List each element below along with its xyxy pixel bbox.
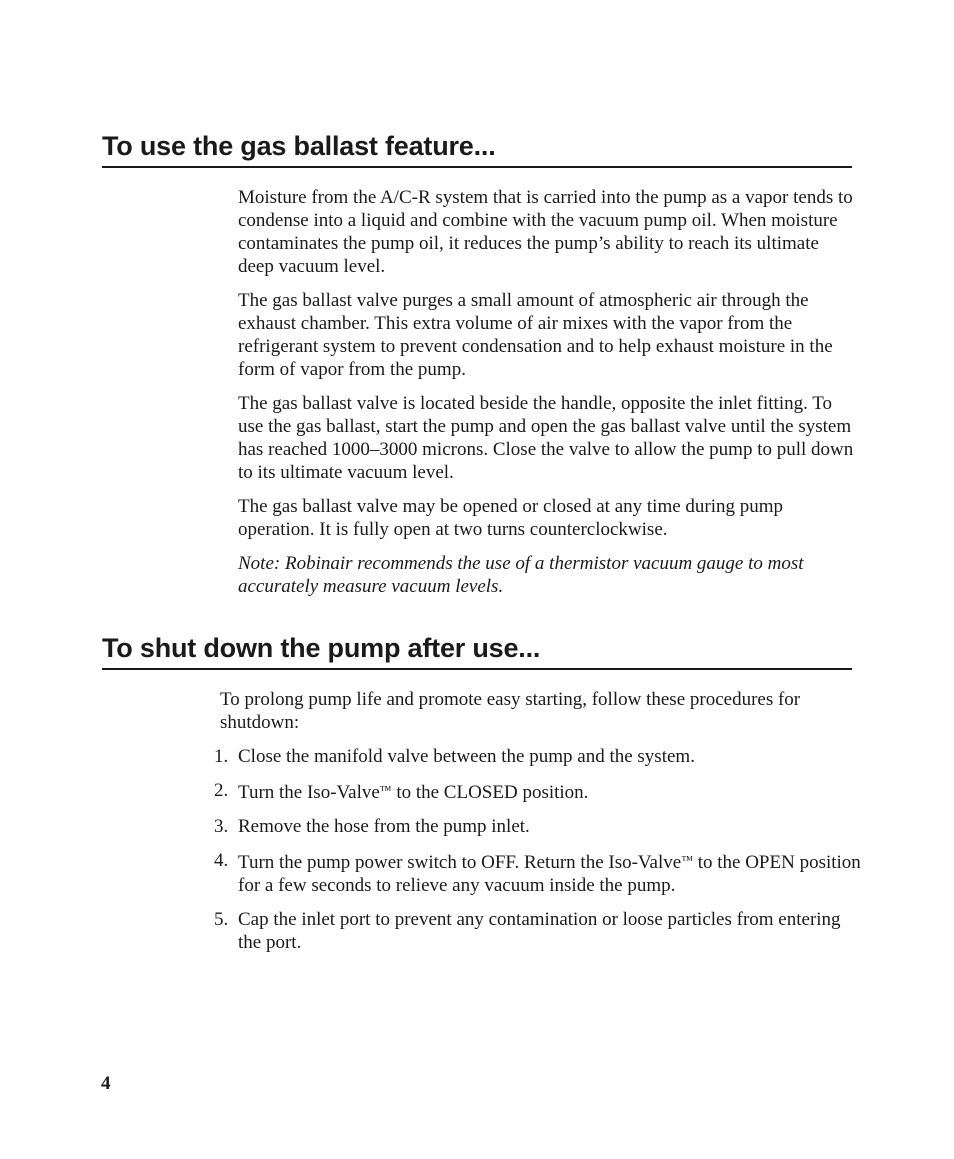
list-item <box>214 779 864 804</box>
step-text: Cap the inlet port to prevent any contamination or loose particles from entering the port. <box>238 909 841 953</box>
section-heading-gas-ballast: To use the gas ballast feature... <box>102 131 496 161</box>
note: Note: Robinair recommends the use of a thermistor vacuum gauge to most accurately measure vacuum levels. <box>238 553 804 597</box>
step-number: 2. <box>214 780 229 801</box>
section-heading-shut-down: To shut down the pump after use... <box>102 633 541 663</box>
list-item <box>214 849 864 897</box>
step-text: Remove the hose from the pump inlet. <box>238 816 530 837</box>
list-item <box>214 745 864 768</box>
step-number: 4. <box>214 850 229 871</box>
step-text <box>238 849 864 897</box>
paragraph: Moisture from the A/C-R system that is carried into the pump as a vapor tends to condense into a liquid and combine with the vacuum pump oil. When moisture contaminates the pump oil, it reduces the pump’s ability to reach its ultimate deep vacuum level. <box>238 187 853 277</box>
step-text-part: Turn the Iso-Valve <box>238 782 380 803</box>
gas-ballast-body <box>238 186 858 609</box>
step-text <box>238 779 864 804</box>
page-number: 4 <box>101 1073 111 1094</box>
step-text-part: to the OPEN position for a few seconds to relieve any vacuum inside the pump. <box>238 852 861 896</box>
paragraph: The gas ballast valve may be opened or closed at any time during pump operation. It is fully open at two turns counterclockwise. <box>238 496 784 540</box>
step-number: 3. <box>214 816 229 837</box>
trademark-symbol: ™ <box>379 783 392 797</box>
shutdown-steps <box>214 745 864 965</box>
step-number: 5. <box>214 909 229 930</box>
list-item <box>214 908 864 954</box>
paragraph: The gas ballast valve purges a small amount of atmospheric air through the exhaust chamber. This extra volume of air mixes with the vapor from the refrigerant system to prevent condensation and to help exhaust moisture in the form of vapor from the pump. <box>238 290 833 380</box>
step-number: 1. <box>214 746 229 767</box>
heading-rule <box>102 166 852 168</box>
step-text-part: to the CLOSED position. <box>391 782 589 803</box>
step-text-part: Turn the pump power switch to OFF. Return the Iso-Valve <box>238 852 682 873</box>
trademark-symbol: ™ <box>681 853 693 867</box>
heading-rule <box>102 668 852 670</box>
shutdown-intro: To prolong pump life and promote easy starting, follow these procedures for shutdown: <box>220 689 801 733</box>
list-item <box>214 815 864 838</box>
step-text: Close the manifold valve between the pump and the system. <box>238 746 695 767</box>
paragraph: The gas ballast valve is located beside the handle, opposite the inlet fitting. To use the gas ballast, start the pump and open the gas ballast valve until the system has reached 1000–3000 microns. Close the valve to allow the pump to pull down to its ultimate vacuum level. <box>238 393 854 483</box>
